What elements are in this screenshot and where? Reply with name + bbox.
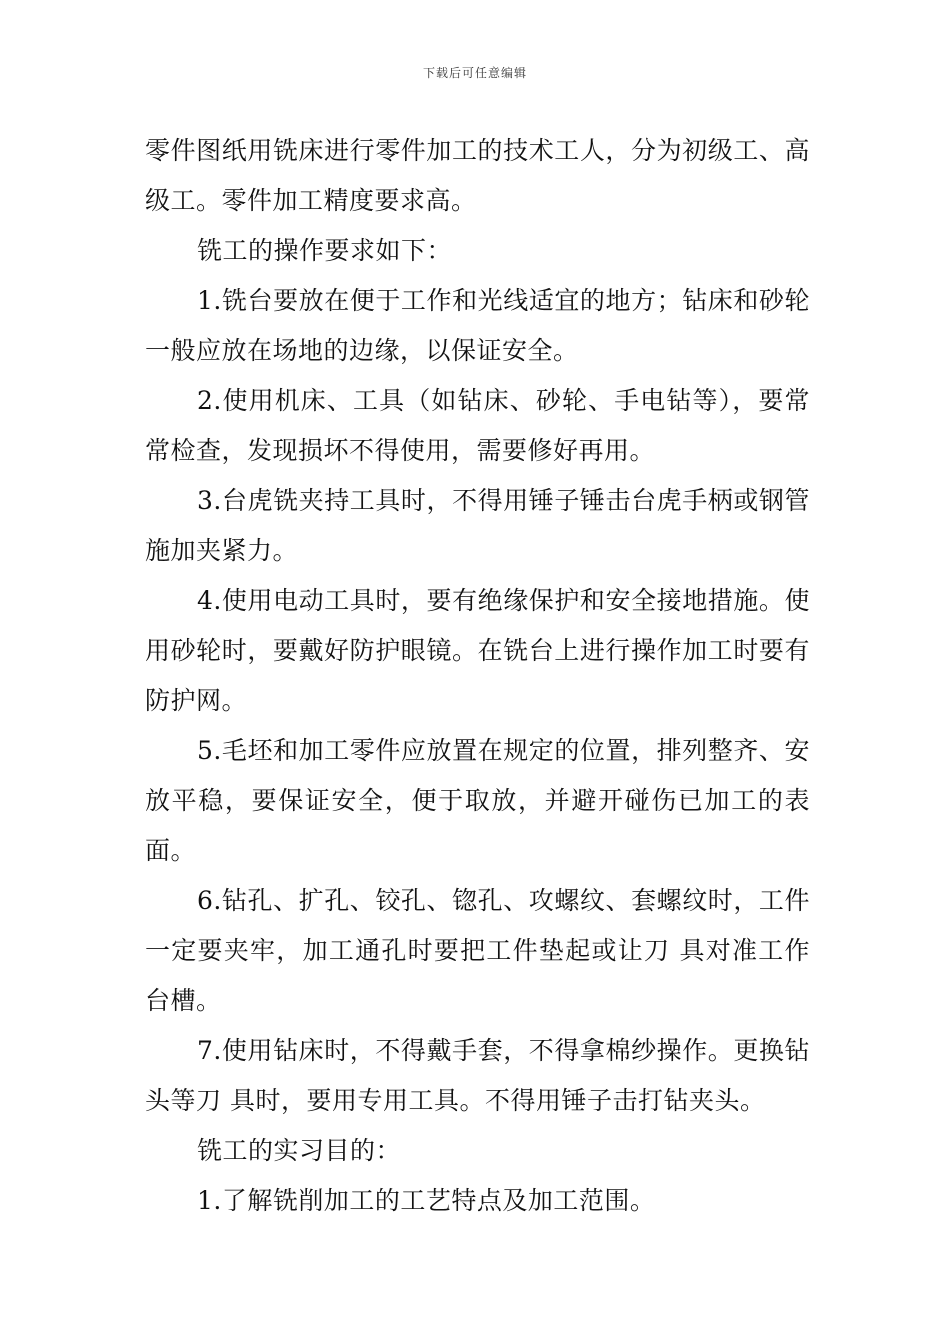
paragraph-item-4: 4.使用电动工具时，要有绝缘保护和安全接地措施。使用砂轮时，要戴好防护眼镜。在铣台上进行操作加工时要有防护网。: [145, 586, 810, 715]
page-header-note: 下载后可任意编辑: [422, 66, 527, 80]
paragraph-goal-1: 1.了解铣削加工的工艺特点及加工范围。: [197, 1186, 656, 1215]
paragraph-intro: 零件图纸用铣床进行零件加工的技术工人，分为初级工、高级工。零件加工精度要求高。: [145, 136, 810, 215]
document-body: [145, 126, 810, 1226]
paragraph-heading-goals: 铣工的实习目的：: [197, 1136, 402, 1165]
paragraph-item-5: 5.毛坯和加工零件应放置在规定的位置，排列整齐、安放平稳，要保证安全，便于取放，并避开碰伤已加工的表面。: [145, 736, 810, 865]
paragraph-heading-requirements: 铣工的操作要求如下：: [197, 236, 453, 265]
paragraph-item-1: 1.铣台要放在便于工作和光线适宜的地方；钻床和砂轮一般应放在场地的边缘，以保证安全。: [145, 286, 810, 365]
paragraph-item-6: 6.钻孔、扩孔、铰孔、锪孔、攻螺纹、套螺纹时，工件一定要夹牢，加工通孔时要把工件垫起或让刀 具对准工作台槽。: [145, 886, 810, 1015]
paragraph-item-3: 3.台虎铣夹持工具时，不得用锤子锤击台虎手柄或钢管施加夹紧力。: [145, 486, 810, 565]
paragraph-item-2: 2.使用机床、工具（如钻床、砂轮、手电钻等），要常常检查，发现损坏不得使用，需要修好再用。: [145, 386, 810, 465]
paragraph-item-7: 7.使用钻床时，不得戴手套，不得拿棉纱操作。更换钻头等刀 具时，要用专用工具。不得用锤子击打钻夹头。: [145, 1036, 810, 1115]
